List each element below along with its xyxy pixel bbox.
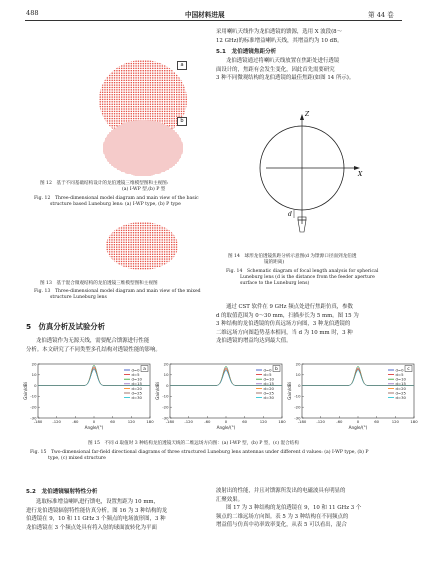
- chart-b-ytick-label: -10: [162, 393, 169, 399]
- chart-c-xtick-label: 120: [391, 419, 399, 424]
- fig14-caption-cn-2: 镜的距离): [264, 260, 285, 265]
- chart-a-ytick-label: 0: [34, 382, 37, 388]
- x-axis-arrow: [354, 166, 360, 170]
- chart-a-legend-label: d=5: [131, 372, 140, 377]
- chart-a-ylabel: Gain/dBi: [23, 382, 28, 400]
- chart-b-legend-label: d=0: [263, 367, 272, 373]
- chart-c-xtick-label: -60: [336, 419, 343, 424]
- br-line-2: 汇聚效果。: [216, 496, 243, 503]
- section-5-heading: 5 仿真分析及试验分析: [26, 322, 106, 331]
- chart-a-ytick-label: 20: [31, 361, 37, 367]
- fig13-caption-cn: 图 13 基于混合微观结构的龙伯透镜三维模型图和主视图: [40, 281, 158, 286]
- fig15-caption-en-1: Fig. 15 Two-dimensional far-field directional diagrams of three structured Luneburg lens antennas under different d values: (a) I-WP type, (b) P: [30, 450, 369, 455]
- fig14-caption-en-1: Fig. 14 Schematic diagram of focal length analysis for spherical: [226, 269, 379, 274]
- chart-c-ytick-label: -20: [294, 404, 301, 410]
- bottom-left-paragraph: [26, 498, 212, 532]
- luneburg-lens-mixed-main-view: [106, 222, 178, 270]
- fig13-caption-en-1: Fig. 13 Three-dimensional model diagram and main view of the mixed: [34, 289, 201, 294]
- right-mid-line-4: 二维远场方向图趋势基本相同，当 d 为 10 mm 时，3 种: [216, 329, 353, 336]
- volume: 第 44 卷: [368, 11, 394, 19]
- journal-name: 中国材料进展: [185, 11, 225, 19]
- z-axis-arrow: [300, 114, 304, 120]
- fig12-label-b: b: [177, 117, 187, 126]
- fig12-caption-cn-1: 图 12 基于不同基础结构设计的龙伯透镜三维模型图和主视图:: [40, 181, 169, 186]
- fig13-caption-en-2: structure Luneburg lens: [50, 295, 107, 300]
- header-rule: [25, 20, 402, 21]
- chart-c-xtick-label: 0: [356, 419, 360, 424]
- chart-b-legend-label: d=10: [263, 376, 274, 382]
- section-5-2-heading: 5.2 龙伯透镜辐射特性分析: [26, 489, 98, 495]
- chart-a-legend-label: d=15: [131, 381, 142, 387]
- chart-a-legend-label: d=20: [131, 385, 142, 391]
- bl-line-4: 龙伯透镜在 3 个频点处具有将入射的球面波转化为平面: [26, 524, 157, 531]
- chart-c-letter: c: [407, 367, 410, 372]
- chart-a-xtick-label: -60: [72, 419, 79, 424]
- chart-a-xtick-label: -120: [52, 419, 61, 424]
- fig12-label-a: a: [177, 61, 187, 70]
- chart-b-xtick-label: 120: [259, 419, 267, 424]
- right-top-paragraph: [216, 28, 404, 45]
- chart-b-xtick-label: -60: [204, 419, 211, 424]
- chart-a-ytick-label: -10: [30, 393, 37, 399]
- chart-a-legend-label: d=0: [131, 367, 140, 373]
- left-line-2: 分析。本文研究了不同类型多孔结构对透镜性能的影响。: [26, 346, 161, 353]
- chart-a-xtick-label: 0: [92, 419, 96, 424]
- right-mid-line-1: 通过 CST 软件在 9 GHz 频点处进行焦距仿真，参数: [226, 304, 353, 310]
- bl-line-1: 选取标准增益喇叭进行馈电，设置焦距为 10 mm，: [36, 499, 159, 505]
- x-axis-label: X: [358, 171, 363, 178]
- chart-b-xtick-label: 0: [224, 419, 228, 424]
- chart-a-xtick-label: 120: [127, 419, 135, 424]
- right-mid-line-5: 龙伯透镜的增益均达到最大值。: [216, 338, 292, 345]
- chart-b-ytick-label: -30: [162, 415, 169, 421]
- chart-b-xtick-label: -120: [184, 419, 193, 424]
- chart-b-ytick-label: 10: [163, 372, 169, 378]
- page-number: 488: [26, 9, 39, 17]
- right-mid-paragraph: [216, 303, 404, 346]
- chart-a-xlabel: Angle/(°): [84, 425, 104, 430]
- figure-14-diagram: [258, 104, 368, 254]
- br-line-1: 波射出的性能，并且对馈源所发出的电磁波具有明显的: [216, 488, 346, 494]
- right-line-5: 3 种不同微观结构的龙伯透镜的最佳焦距(如图 14 所示)。: [216, 75, 355, 82]
- right-mid-line-3: 3 种结构的龙伯透镜的仿真远场方向图，3 种龙伯透镜的: [216, 321, 351, 328]
- br-line-3: 图 17 为 3 种结构的龙伯透镜在 9，10 和 11 GHz 3 个: [226, 505, 362, 512]
- chart-b-xtick-label: -180: [165, 419, 175, 424]
- right-sec-paragraph: [216, 57, 404, 83]
- br-line-4: 频点的二维远场方向图。表 5 为 3 种结构在不同频点的: [216, 513, 349, 520]
- left-paragraph: [26, 337, 210, 354]
- fig12-caption-en-2: structure based Luneburg lens: (a) I-WP type, (b) P type: [50, 202, 181, 207]
- chart-b-xlabel: Angle/(°): [216, 425, 236, 430]
- z-axis-label: Z: [305, 111, 310, 118]
- br-line-5: 增益值与仿真中功率效率变化，从表 5 可以看出，混合: [216, 522, 347, 529]
- d-label: d: [288, 211, 292, 218]
- chart-b-legend-label: d=20: [263, 385, 274, 391]
- chart-a-ytick-label: -30: [30, 415, 37, 421]
- chart-c-ytick-label: 20: [295, 361, 301, 367]
- chart-c-legend-label: d=20: [395, 385, 406, 391]
- chart-c-legend-label: d=5: [395, 372, 404, 377]
- bottom-right-paragraph: [216, 487, 404, 530]
- left-line-1: 龙伯透镜作为无源天线，需要配合馈源进行性能: [36, 338, 150, 344]
- right-line-3: 龙伯透镜通过将喇叭天线放置在焦距处进行透镜: [226, 58, 340, 64]
- chart-b-xtick-label: 60: [242, 419, 248, 424]
- chart-a-ytick-label: -20: [30, 404, 37, 410]
- fig14-caption-en-3: surface to the Luneburg lens): [240, 281, 310, 286]
- chart-a-letter: a: [143, 367, 146, 372]
- fig14-caption-cn-1: 图 14 球形龙伯透镜焦距分析示意图(d 为馈源口径面到龙伯透: [228, 254, 357, 259]
- right-mid-line-2: d 的取值范围为 0～30 mm，扫描步长为 5 mm。图 15 为: [216, 312, 359, 319]
- fig15-caption-cn: 图 15 不同 d 取值时 3 种结构龙伯透镜天线的二维远场方向图：(a) I-WP 型，(b) P 型，(c) 混合结构: [88, 441, 299, 446]
- chart-b-legend-label: d=15: [263, 381, 274, 387]
- chart-b-xtick-label: 180: [278, 419, 286, 424]
- fig15-caption-en-2: type, (c) mixed structure: [48, 456, 106, 461]
- figure-15-charts: [22, 360, 418, 438]
- chart-c-legend-label: d=15: [395, 381, 406, 387]
- chart-c-xlabel: Angle/(°): [348, 425, 368, 430]
- right-line-1: 采用喇叭天线作为龙伯透镜的馈源，选用 X 波段(8～: [216, 29, 343, 35]
- chart-c-ytick-label: 10: [295, 372, 301, 378]
- luneburg-lens-p-main-view: [103, 120, 183, 176]
- bl-line-2: 进行龙伯透镜辐射特性能仿真分析。图 16 为 3 种结构的龙: [26, 507, 168, 514]
- fig14-caption-en-2: Luneburg lens (d is the distance from the feeder aperture: [240, 275, 375, 280]
- chart-a-xtick-label: -180: [33, 419, 43, 424]
- right-line-4: 面设计的，焦距有会发生变化，因此首先需要研究: [216, 66, 335, 73]
- chart-a-ytick-label: 10: [31, 372, 37, 378]
- chart-a-legend-label: d=10: [131, 376, 142, 382]
- chart-b-legend-label: d=30: [263, 395, 274, 400]
- chart-b-ylabel: Gain/dBi: [155, 382, 160, 400]
- chart-c-legend-label: d=30: [395, 395, 406, 400]
- chart-a-xtick-label: 60: [110, 419, 116, 424]
- chart-b-ytick-label: 20: [163, 361, 169, 367]
- chart-c-xtick-label: -180: [297, 419, 307, 424]
- chart-b-legend-label: d=5: [263, 372, 272, 377]
- chart-a-legend-label: d=30: [131, 395, 142, 400]
- fig12-caption-cn-2: (a) I-WP 型,(b) P 型: [122, 187, 166, 192]
- chart-c-legend-label: d=0: [395, 367, 404, 373]
- chart-b-letter: b: [275, 367, 278, 372]
- chart-c-ylabel: Gain/dBi: [287, 382, 292, 400]
- chart-b-ytick-label: 0: [166, 382, 169, 388]
- chart-c-ytick-label: -10: [294, 393, 301, 399]
- fig12-caption-en-1: Fig. 12 Three-dimensional model diagram and main view of the basic: [34, 196, 199, 201]
- section-5-1-heading: 5.1 龙伯透镜焦距分析: [216, 49, 277, 55]
- chart-a-legend-label: d=25: [131, 390, 142, 396]
- chart-c-xtick-label: -120: [316, 419, 325, 424]
- chart-b-legend-label: d=25: [263, 390, 274, 396]
- chart-b-ytick-label: -20: [162, 404, 169, 410]
- chart-c-ytick-label: 0: [298, 382, 301, 388]
- right-line-2: 12 GHz)的标准增益喇叭天线，其增益约为 10 dB。: [216, 37, 343, 44]
- chart-c-ytick-label: -30: [294, 415, 301, 421]
- chart-c-xtick-label: 60: [374, 419, 380, 424]
- chart-c-xtick-label: 180: [410, 419, 418, 424]
- bl-line-3: 伯透镜在 9，10 和 11 GHz 3 个频点的电场波形图，3 种: [26, 516, 166, 523]
- chart-a-xtick-label: 180: [146, 419, 154, 424]
- chart-c-legend-label: d=25: [395, 390, 406, 396]
- chart-c-legend-label: d=10: [395, 376, 406, 382]
